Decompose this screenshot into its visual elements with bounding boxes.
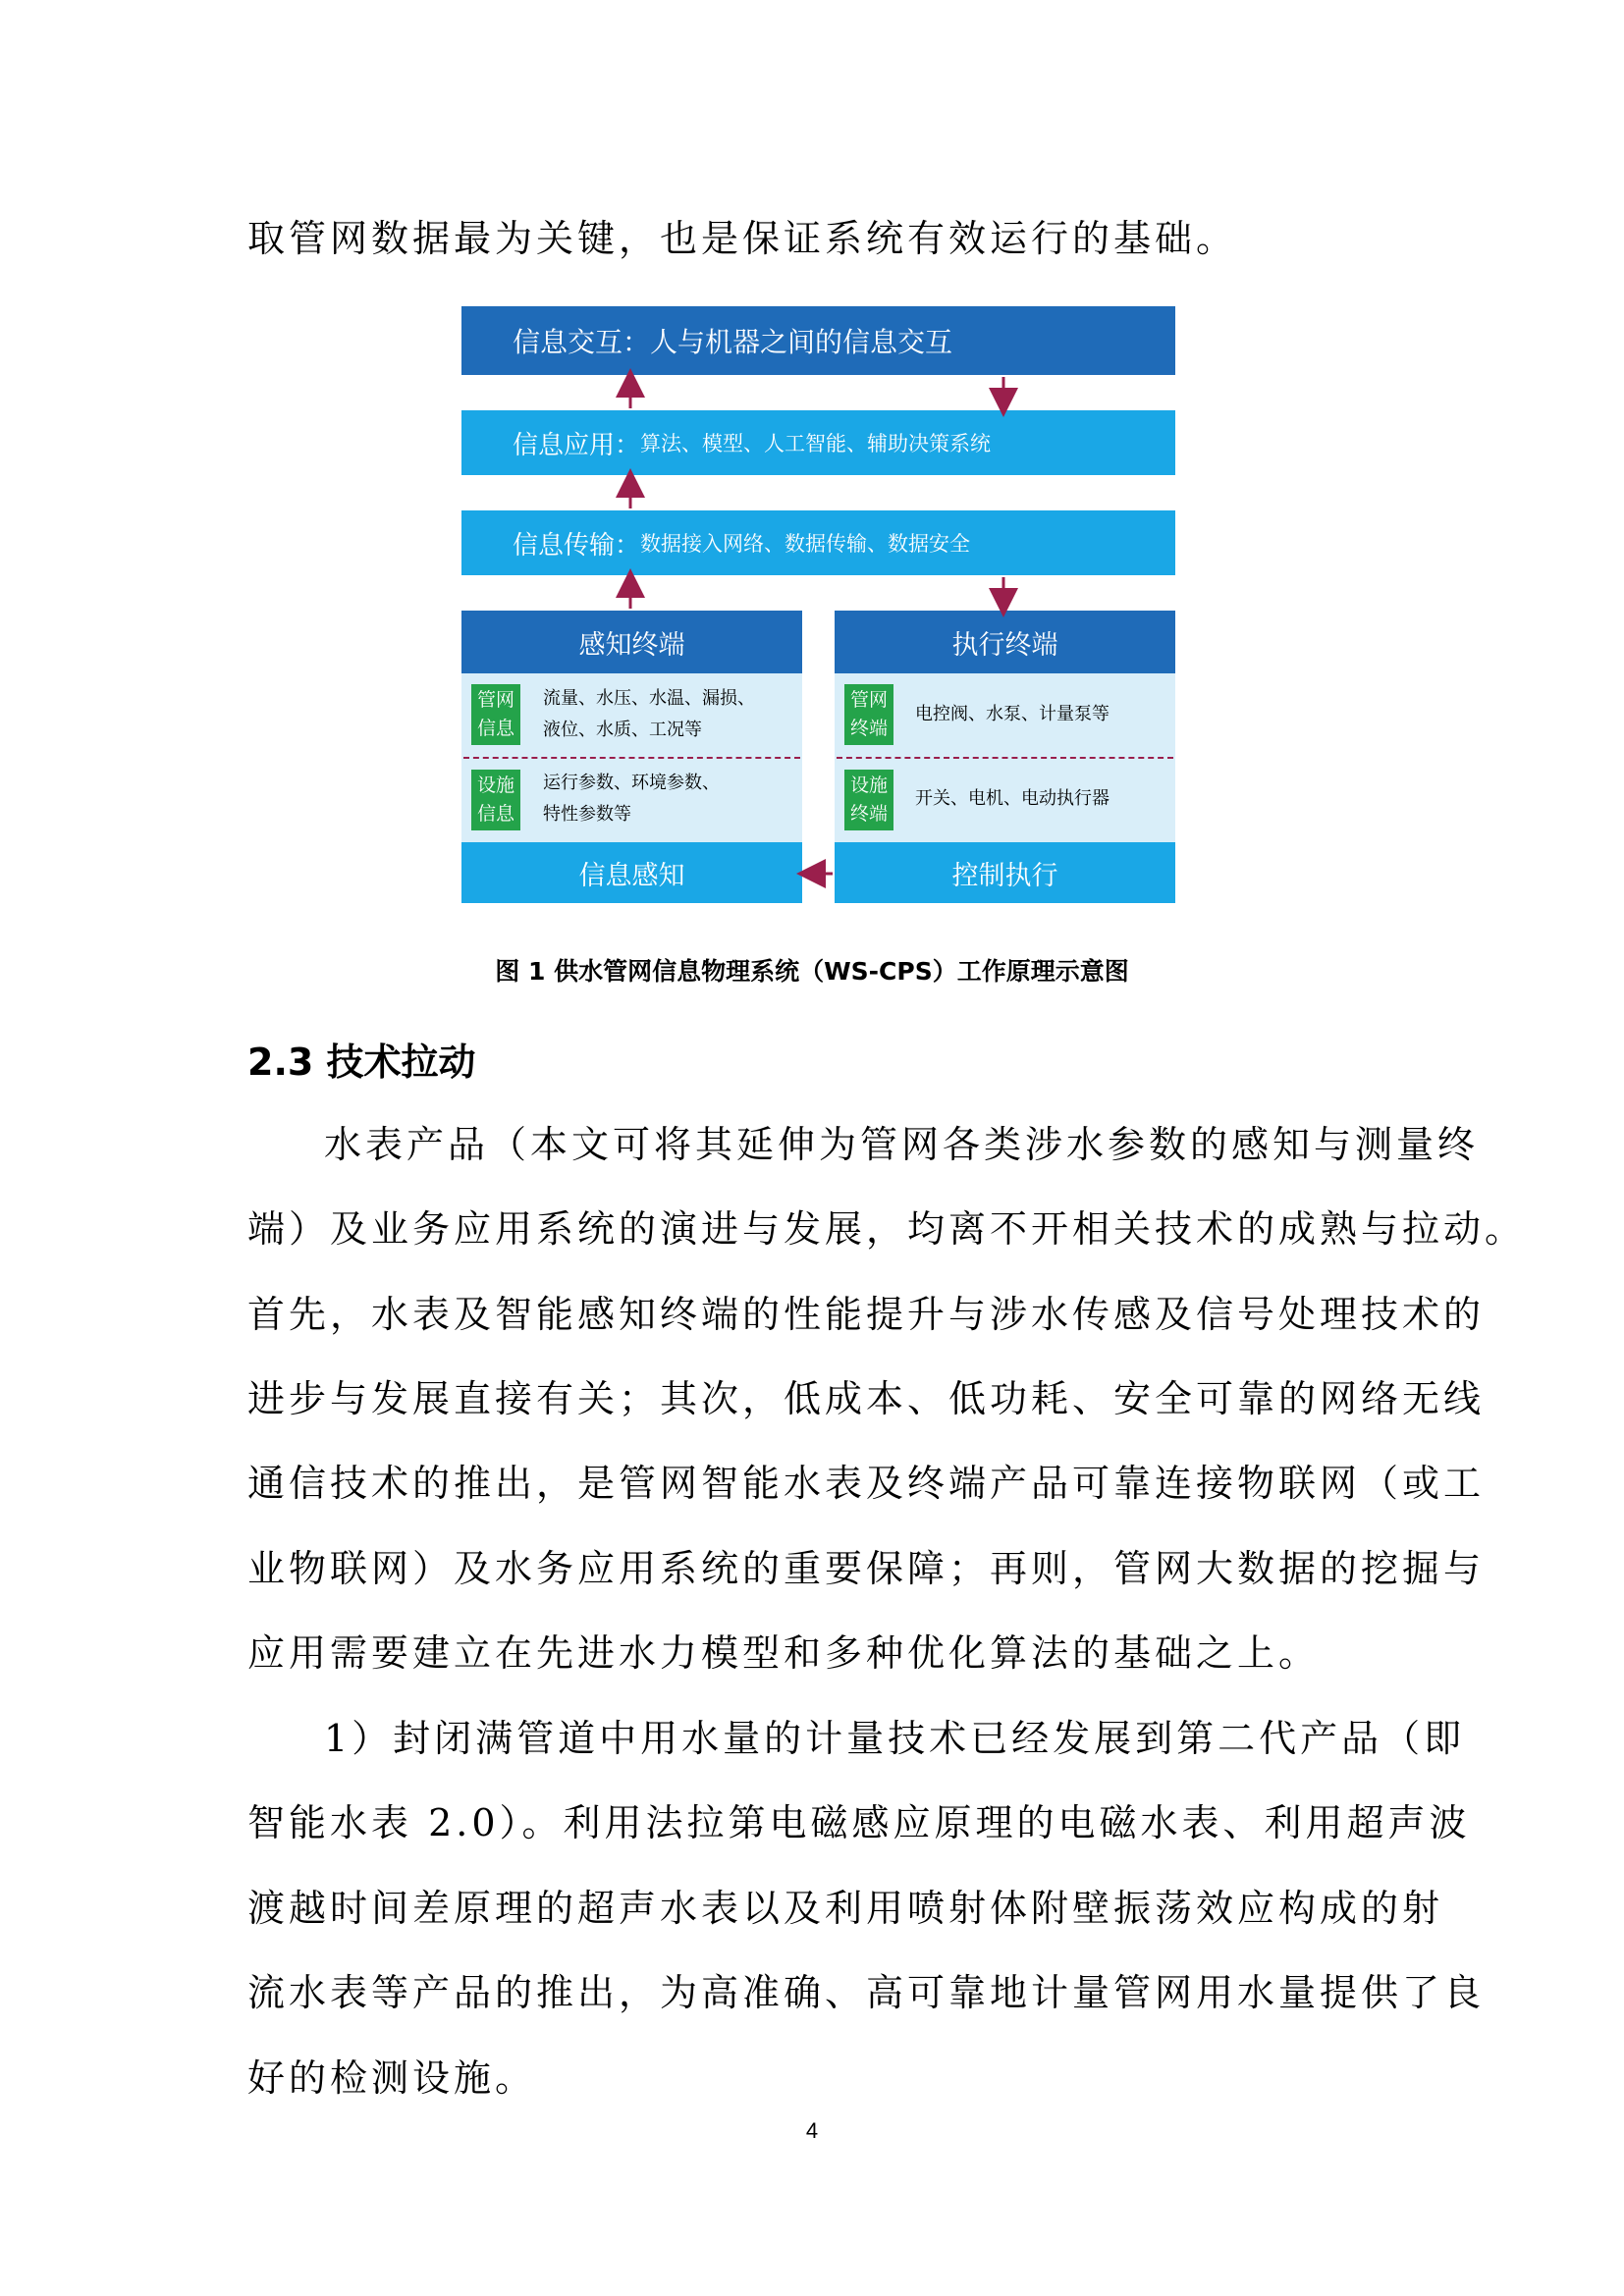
paragraph-2-line-3: 渡越时间差原理的超声水表以及利用喷射体附壁振荡效应构成的射 [247,1887,1444,1930]
intro-text: 取管网数据最为关键，也是保证系统有效运行的基础。 [247,217,1238,260]
info-application-detail: 算法、模型、人工智能、辅助决策系统 [640,432,992,455]
page-number: 4 [805,2118,819,2143]
sensing-facility-detail-line2: 特性参数等 [543,804,631,825]
paragraph-2-line-2: 智能水表 2.0）。利用法拉第电磁感应原理的电磁水表、利用超声波 [247,1801,1471,1844]
paragraph-1-line-6: 业物联网）及水务应用系统的重要保障；再则，管网大数据的挖掘与 [247,1547,1486,1590]
sensing-facility-tag-line1: 设施 [476,774,514,796]
info-interaction-label: 信息交互：人与机器之间的信息交互 [513,326,953,358]
diagram-arrows [0,0,1624,913]
paragraph-1-line-1: 水表产品（本文可将其延伸为管网各类涉水参数的感知与测量终 [324,1123,1480,1166]
figure-caption: 图 1 供水管网信息物理系统（WS-CPS）工作原理示意图 [495,957,1129,986]
execution-terminal-label: 执行终端 [951,629,1058,661]
sensing-terminal-label: 感知终端 [578,629,685,661]
ws-cps-diagram [0,0,1624,913]
sensing-pipe-detail-line2: 液位、水质、工况等 [543,720,702,740]
paragraph-1-line-3: 首先，水表及智能感知终端的性能提升与涉水传感及信号处理技术的 [247,1293,1486,1336]
exec-facility-tag-line1: 设施 [849,774,888,796]
paragraph-1-line-7: 应用需要建立在先进水力模型和多种优化算法的基础之上。 [247,1631,1321,1675]
sensing-pipe-tag-line2: 信息 [476,718,514,739]
paragraph-1-line-4: 进步与发展直接有关；其次，低成本、低功耗、安全可靠的网络无线 [247,1377,1486,1420]
exec-pipe-tag-line1: 管网 [849,689,888,711]
paragraph-2-line-1: 1）封闭满管道中用水量的计量技术已经发展到第二代产品（即 [324,1717,1466,1760]
exec-facility-tag-line2: 终端 [849,803,888,825]
info-application-lead: 信息应用： [513,430,641,460]
sensing-facility-tag-line2: 信息 [476,803,514,825]
paragraph-1-line-5: 通信技术的推出，是管网智能水表及终端产品可靠连接物联网（或工 [247,1462,1486,1505]
sensing-pipe-detail-line1: 流量、水压、水温、漏损、 [543,688,755,709]
exec-pipe-tag-line2: 终端 [849,718,888,739]
paragraph-1-line-2: 端）及业务应用系统的演进与发展，均离不开相关技术的成熟与拉动。 [247,1207,1527,1251]
info-transmission-lead: 信息传输： [513,530,641,561]
sensing-pipe-tag-line1: 管网 [476,689,514,711]
info-sensing-label: 信息感知 [578,860,685,891]
control-execution-label: 控制执行 [951,860,1058,891]
exec-facility-detail-line: 开关、电机、电动执行器 [915,788,1110,809]
exec-pipe-detail-line: 电控阀、水泵、计量泵等 [915,704,1110,724]
sensing-facility-detail-line1: 运行参数、环境参数、 [543,773,720,793]
info-transmission-detail: 数据接入网络、数据传输、数据安全 [640,532,971,556]
paragraph-2-line-4: 流水表等产品的推出，为高准确、高可靠地计量管网用水量提供了良 [247,1971,1486,2014]
paragraph-2-line-5: 好的检测设施。 [247,2056,537,2100]
section-heading: 2.3 技术拉动 [247,1041,476,1084]
